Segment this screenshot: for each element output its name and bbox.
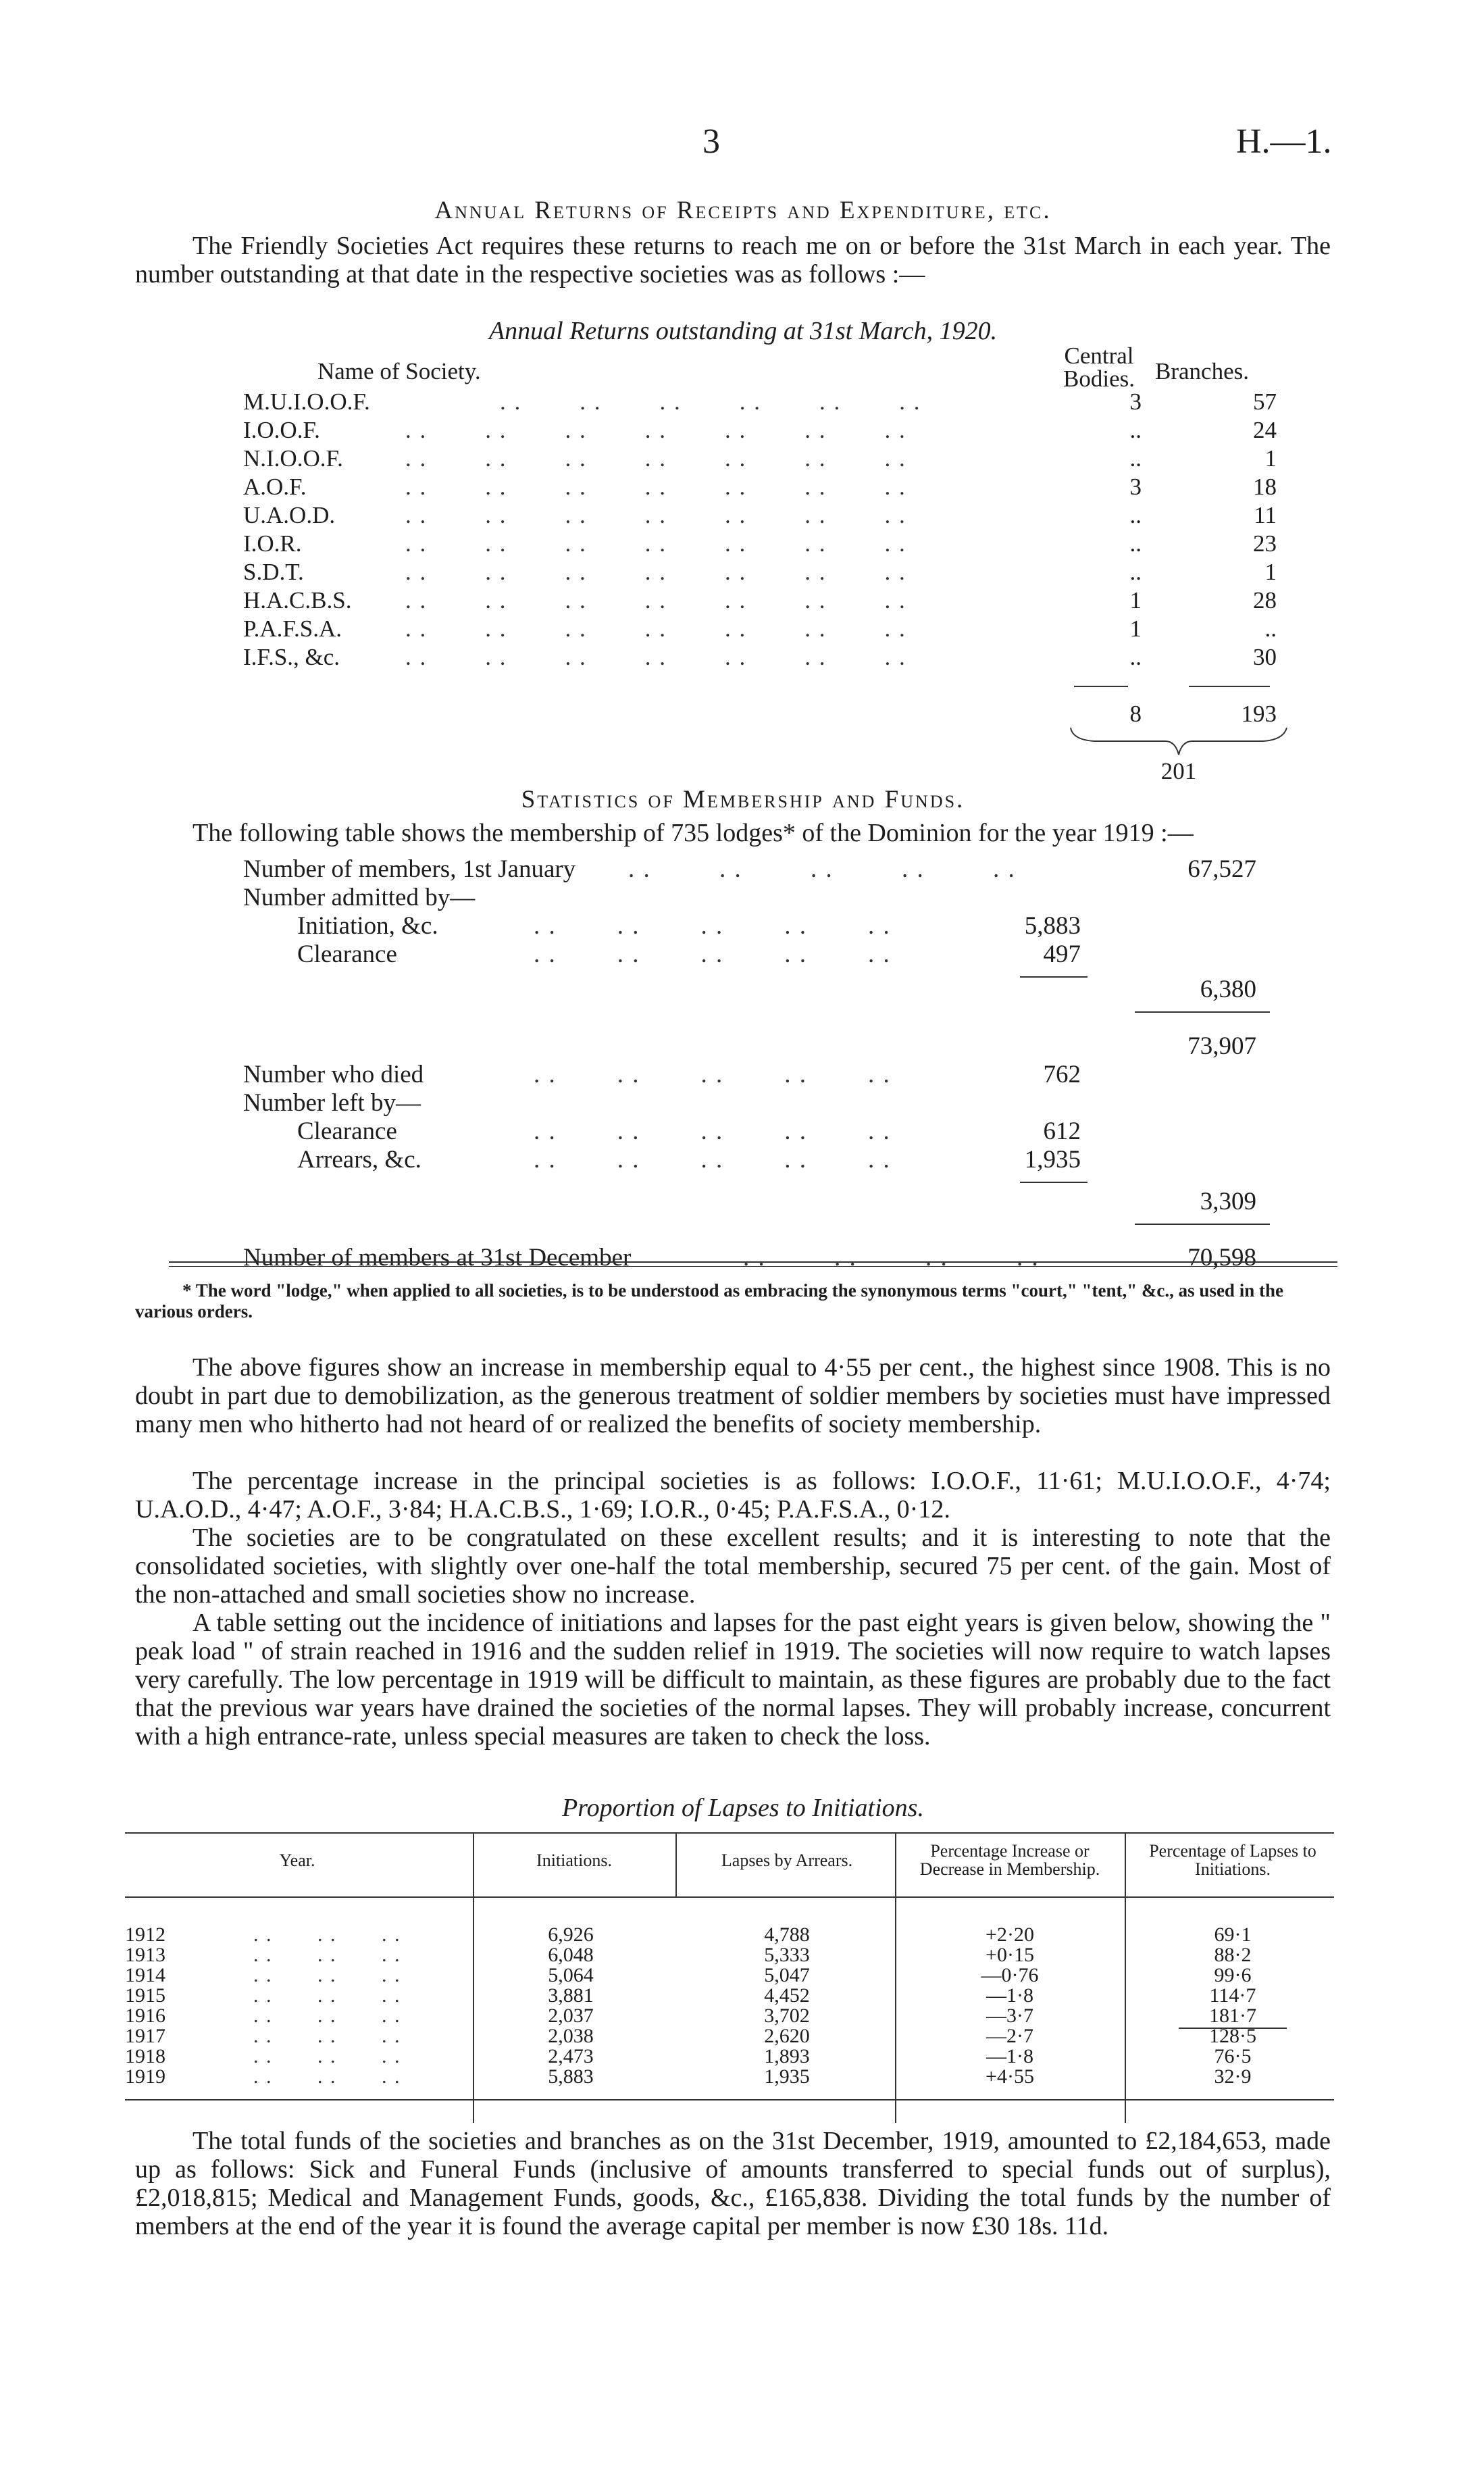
year-cell: 1917	[125, 2025, 165, 2047]
died-value: 762	[1043, 1061, 1081, 1088]
table-row: 1919 . . . . . . 5,883 1,935 +4·55 32·9	[125, 2065, 1341, 2086]
society-name: A.O.F.	[243, 474, 307, 500]
col-header-lapses: Lapses by Arrears.	[721, 1851, 853, 1870]
lapses-cell: 1,893	[764, 2045, 810, 2067]
statement-line: Number of members, 1st January . . . . . . . . . . 67,527	[243, 855, 1256, 883]
table-row: 1918 . . . . . . 2,473 1,893 —1·8 76·5	[125, 2045, 1341, 2065]
clearance-out-value: 612	[1043, 1117, 1081, 1145]
initiations-cell: 2,038	[548, 2025, 594, 2047]
table-row: 1913 . . . . . . 6,048 5,333 +0·15 88·2	[125, 1944, 1341, 1964]
arrears-label: Arrears, &c.	[297, 1146, 421, 1174]
branch-count: 23	[1253, 530, 1277, 557]
pct-lapses-cell: 128·5	[1209, 2025, 1256, 2047]
central-count: 3	[1129, 388, 1142, 415]
lapses-cell: 1,935	[764, 2065, 810, 2088]
pct-lapses-cell: 32·9	[1214, 2065, 1252, 2088]
col-header-pct-change: Percentage Increase or Decrease in Membership.	[919, 1841, 1100, 1879]
paragraph-2: The percentage increase in the principal societies is as follows: I.O.O.F., 11·61; M.U.I.O.O.F., 4·74; U.A.O.D., 4·47; A.O.F., 3·84; H.A.C.B.S., 1·69; I.O.R., 0·45; P.A.F.S.A., 0·12.	[135, 1467, 1331, 1524]
year-cell: 1912	[125, 1923, 165, 1946]
table-top-rule	[125, 1832, 1334, 1834]
statement-line	[243, 975, 1310, 1003]
table-row: 1912 . . . . . . 6,926 4,788 +2·20 69·1	[125, 1923, 1341, 1944]
table-row: I.O.O.F. . . . . . . . . . . . . . . .. 24	[243, 417, 1277, 443]
initiations-cell: 2,473	[548, 2045, 594, 2067]
members-jan-value: 67,527	[1187, 855, 1256, 883]
total-rule	[1074, 686, 1128, 687]
total-branches: 193	[1241, 701, 1277, 727]
branch-count: ..	[1264, 615, 1277, 642]
footnote-rule	[169, 1261, 1337, 1263]
col-header-pct-lapses: Percentage of Lapses to Initiations.	[1149, 1841, 1316, 1879]
table-row: I.F.S., &c. . . . . . . . . . . . . . . .. 30	[243, 644, 1277, 670]
table-row: 1914 . . . . . . 5,064 5,047 —0·76 99·6	[125, 1964, 1341, 1984]
table-row: 1916 . . . . . . 2,037 3,702 —3·7 181·7	[125, 2005, 1341, 2025]
total-rule	[1189, 686, 1270, 687]
table-row: N.I.O.O.F. . . . . . . . . . . . . . . .. 1	[243, 445, 1277, 472]
branch-count: 18	[1253, 474, 1277, 500]
admitted-total: 6,380	[1200, 976, 1256, 1003]
closing-paragraph: The total funds of the societies and branches as on the 31st December, 1919, amounted to £2,184,653, made up as follows: Sick and Funeral Funds (inclusive of amounts transferred to special funds out of surplus), £2,018,815; Medical and Management Funds, goods, &c., £165,838. Dividing the total funds by the number of members at the end of the year it is found the average capital per member is now £30 18s. 11d.	[135, 2127, 1331, 2240]
membership-intro: The following table shows the membership of 735 lodges* of the Dominion for the year 1919 :—	[193, 819, 1194, 847]
statement-line: Number who died . . . . . . . . . . 762	[243, 1061, 1081, 1088]
members-jan-label: Number of members, 1st January	[243, 855, 576, 883]
table-row: H.A.C.B.S. . . . . . . . . . . . . . . 1 28	[243, 587, 1277, 613]
total-central: 8	[1129, 701, 1142, 727]
pct-lapses-cell: 69·1	[1214, 1923, 1252, 1946]
subtotal-rule	[1135, 1011, 1270, 1013]
initiation-label: Initiation, &c.	[297, 912, 438, 940]
central-count: ..	[1129, 644, 1142, 670]
statement-line: Arrears, &c. . . . . . . . . . . 1,935	[297, 1146, 1081, 1174]
table-row: M.U.I.O.O.F. . . . . . . . . . . . . 3 57	[243, 388, 1277, 415]
table-row: A.O.F. . . . . . . . . . . . . . . 3 18	[243, 474, 1277, 500]
col-header-branches: Branches.	[1155, 358, 1249, 384]
society-name: U.A.O.D.	[243, 502, 336, 528]
pct-change-cell: —2·7	[986, 2025, 1033, 2047]
table-row: S.D.T. . . . . . . . . . . . . . . .. 1	[243, 559, 1277, 585]
society-name: S.D.T.	[243, 559, 304, 585]
year-cell: 1916	[125, 2005, 165, 2027]
initiations-cell: 2,037	[548, 2005, 594, 2027]
central-count: 1	[1129, 615, 1142, 642]
initiations-cell: 6,048	[548, 1944, 594, 1966]
lapses-cell: 4,452	[764, 1984, 810, 2007]
subtotal-value: 73,907	[1187, 1032, 1256, 1060]
branch-count: 1	[1264, 559, 1277, 585]
document-reference: H.—1.	[1236, 122, 1332, 161]
society-name: P.A.F.S.A.	[243, 615, 342, 642]
statement-line: Number of members at 31st December . . . . . . . . 70,598	[243, 1244, 1256, 1272]
year-cell: 1918	[125, 2045, 165, 2067]
statement-line	[243, 1088, 1310, 1117]
year-cell: 1915	[125, 1984, 165, 2007]
subtotal-rule	[1020, 1182, 1088, 1183]
table-bottom-rule	[125, 2099, 1334, 2100]
society-name: I.O.O.F.	[243, 417, 320, 443]
died-label: Number who died	[243, 1061, 424, 1088]
society-name: I.F.S., &c.	[243, 644, 340, 670]
paragraph-4: A table setting out the incidence of initiations and lapses for the past eight years is given below, showing the " peak load " of strain reached in 1916 and the sudden relief in 1919. The societies will now require to watch lapses very carefully. The low percentage in 1919 will be difficult to maintain, as these figures are probably due to the fact that the previous war years have drained the societies of the normal lapses. They will probably increase, concurrent with a high entrance-rate, unless special measures are taken to check the loss.	[135, 1609, 1331, 1751]
page-number: 3	[702, 122, 720, 161]
lapses-cell: 2,620	[764, 2025, 810, 2047]
table-row: I.O.R. . . . . . . . . . . . . . . .. 23	[243, 530, 1277, 557]
society-name: N.I.O.O.F.	[243, 445, 343, 472]
central-count: ..	[1129, 559, 1142, 585]
pct-lapses-cell: 181·7	[1179, 2005, 1287, 2029]
col-header-year: Year.	[279, 1851, 315, 1870]
pct-lapses-cell: 99·6	[1214, 1964, 1252, 1986]
central-count: ..	[1129, 502, 1142, 528]
col-header-name: Name of Society.	[317, 358, 481, 384]
branch-count: 28	[1253, 587, 1277, 613]
initiations-cell: 5,883	[548, 2065, 594, 2088]
central-count: ..	[1129, 445, 1142, 472]
society-name: I.O.R.	[243, 530, 302, 557]
lapses-cell: 5,333	[764, 1944, 810, 1966]
branch-count: 24	[1253, 417, 1277, 443]
pct-change-cell: +2·20	[986, 1923, 1034, 1946]
statement-line	[243, 1187, 1310, 1215]
section-heading-membership: Statistics of Membership and Funds.	[521, 786, 965, 813]
column-rule	[675, 1832, 677, 1896]
initiations-cell: 3,881	[548, 1984, 594, 2007]
clearance-in-label: Clearance	[297, 940, 397, 968]
grand-total: 201	[1160, 758, 1197, 784]
subtotal-rule	[1135, 1224, 1270, 1225]
pct-change-cell: +0·15	[986, 1944, 1034, 1966]
clearance-in-value: 497	[1043, 940, 1081, 968]
pct-change-cell: —1·8	[986, 2045, 1033, 2067]
branch-count: 57	[1253, 388, 1277, 415]
table-row: 1915 . . . . . . 3,881 4,452 —1·8 114·7	[125, 1984, 1341, 2005]
left-label: Number left by—	[243, 1089, 421, 1117]
pct-change-cell: +4·55	[986, 2065, 1034, 2088]
section-heading-returns: Annual Returns of Receipts and Expenditure, etc.	[434, 197, 1052, 224]
left-total: 3,309	[1200, 1188, 1256, 1215]
lapses-cell: 4,788	[764, 1923, 810, 1946]
admitted-label: Number admitted by—	[243, 884, 476, 911]
central-count: 1	[1129, 587, 1142, 613]
society-name: H.A.C.B.S.	[243, 587, 352, 613]
central-count: 3	[1129, 474, 1142, 500]
pct-change-cell: —3·7	[986, 2005, 1033, 2027]
clearance-out-label: Clearance	[297, 1117, 397, 1145]
statement-line	[243, 883, 1310, 911]
footnote-rule	[169, 1266, 1337, 1267]
paragraph-3: The societies are to be congratulated on these excellent results; and it is interesting to note that the consolidated societies, with slightly over one-half the total membership, secured 75 per cent. of the gain. Most of the non-attached and small societies show no increase.	[135, 1524, 1331, 1609]
statement-line: Initiation, &c. . . . . . . . . . . 5,883	[297, 912, 1081, 940]
pct-change-cell: —1·8	[986, 1984, 1033, 2007]
society-name: M.U.I.O.O.F.	[243, 388, 370, 415]
returns-intro: The Friendly Societies Act requires these returns to reach me on or before the 31st March in each year. The number outstanding at that date in the respective societies was as follows :—	[135, 232, 1331, 288]
pct-lapses-cell: 76·5	[1214, 2045, 1252, 2067]
col-header-central: Central Bodies.	[1063, 343, 1135, 392]
lapses-cell: 3,702	[764, 2005, 810, 2027]
year-cell: 1919	[125, 2065, 165, 2088]
brace-icon	[1067, 726, 1290, 760]
table-row: 1917 . . . . . . 2,038 2,620 —2·7 128·5	[125, 2025, 1341, 2045]
footnote: * The word "lodge," when applied to all societies, is to be understood as embracing the synonymous terms "court," "tent," &c., as used in the various orders.	[135, 1280, 1283, 1322]
statement-line	[243, 1032, 1310, 1060]
table-row: U.A.O.D. . . . . . . . . . . . . . . .. 11	[243, 502, 1277, 528]
table-row: P.A.F.S.A. . . . . . . . . . . . . . . 1 ..	[243, 615, 1277, 642]
central-count: ..	[1129, 530, 1142, 557]
branch-count: 30	[1253, 644, 1277, 670]
lapses-cell: 5,047	[764, 1964, 810, 1986]
pct-lapses-cell: 114·7	[1209, 1984, 1256, 2007]
branch-count: 1	[1264, 445, 1277, 472]
col-header-initiations: Initiations.	[536, 1851, 612, 1870]
initiation-value: 5,883	[1024, 912, 1081, 940]
paragraph-1: The above figures show an increase in membership equal to 4·55 per cent., the highest since 1908. This is no doubt in part due to demobilization, as the generous treatment of soldier members by societies must have impressed many men who hitherto had not heard of or realized the benefits of society membership.	[135, 1353, 1331, 1438]
central-count: ..	[1129, 417, 1142, 443]
header-rule	[125, 1896, 1334, 1898]
year-cell: 1913	[125, 1944, 165, 1966]
initiations-cell: 6,926	[548, 1923, 594, 1946]
statement-line: Clearance . . . . . . . . . . 497	[297, 940, 1081, 968]
arrears-value: 1,935	[1024, 1146, 1081, 1174]
year-cell: 1914	[125, 1964, 165, 1986]
lapses-caption: Proportion of Lapses to Initiations.	[562, 1794, 924, 1822]
initiations-cell: 5,064	[548, 1964, 594, 1986]
pct-change-cell: —0·76	[981, 1964, 1039, 1986]
pct-lapses-cell: 88·2	[1214, 1944, 1252, 1966]
members-dec-label: Number of members at 31st December	[243, 1244, 632, 1272]
outstanding-caption: Annual Returns outstanding at 31st March, 1920.	[488, 317, 998, 345]
statement-line: Clearance . . . . . . . . . . 612	[297, 1117, 1081, 1145]
members-dec-value: 70,598	[1187, 1244, 1256, 1272]
branch-count: 11	[1254, 502, 1277, 528]
